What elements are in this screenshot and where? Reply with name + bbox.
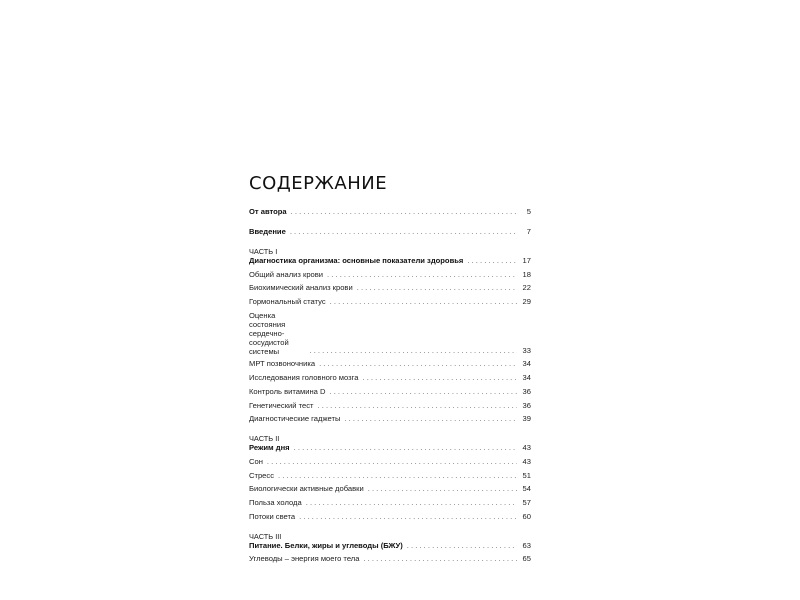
dot-leader xyxy=(330,297,517,307)
toc-entry-label: Потоки света xyxy=(249,511,296,521)
dot-leader xyxy=(327,270,517,280)
dot-leader xyxy=(319,359,517,369)
toc-entry-page: 54 xyxy=(522,484,531,494)
toc-entry[interactable] xyxy=(249,270,531,280)
toc-entry-page: 51 xyxy=(522,470,531,480)
toc-entry[interactable] xyxy=(249,387,531,397)
toc-entry-part-heading[interactable] xyxy=(249,443,531,453)
dot-leader xyxy=(407,541,517,551)
toc-entry-part-heading[interactable] xyxy=(249,541,531,551)
toc-entry-label: МРТ позвоночника xyxy=(249,359,316,369)
toc-entry[interactable] xyxy=(249,471,531,481)
part-3-block xyxy=(249,532,531,565)
dot-leader xyxy=(306,498,517,508)
toc-entry-label: Гормональный статус xyxy=(249,297,326,307)
toc-entry-page: 57 xyxy=(522,497,531,507)
dot-leader xyxy=(294,443,517,453)
part-label: ЧАСТЬ III xyxy=(249,531,282,541)
toc-entry-label: Биохимический анализ крови xyxy=(249,283,353,293)
toc-entry-label: Введение xyxy=(249,227,286,236)
dot-leader xyxy=(357,283,517,293)
dot-leader xyxy=(467,256,517,266)
toc-entry-page: 60 xyxy=(522,511,531,521)
toc-entry-label: Генетический тест xyxy=(249,400,314,410)
toc-entry-page: 43 xyxy=(522,443,531,453)
toc-entry-page: 65 xyxy=(522,554,531,564)
dot-leader xyxy=(318,401,518,411)
toc-entry-label-line2: сердечно-сосудистой системы xyxy=(249,328,289,356)
part-label: ЧАСТЬ II xyxy=(249,434,280,444)
dot-leader xyxy=(362,373,517,383)
part-label: ЧАСТЬ I xyxy=(249,247,278,256)
toc-entry-label: Диагностика организма: основные показатели здоровья xyxy=(249,256,464,265)
toc-entry[interactable] xyxy=(249,297,531,307)
toc-entry-label: Диагностические гаджеты xyxy=(249,414,341,424)
toc-entry[interactable] xyxy=(249,359,531,369)
toc-entry-page: 29 xyxy=(522,297,531,307)
toc-entry-label: Общий анализ крови xyxy=(249,269,324,279)
toc-entry-page: 39 xyxy=(522,414,531,424)
toc-entry-page: 34 xyxy=(522,359,531,369)
toc-entry-page: 63 xyxy=(522,540,531,550)
toc-entry-label: Углеводы – энергия моего тела xyxy=(249,554,360,564)
toc-entry-page: 5 xyxy=(526,207,531,216)
toc-entry[interactable] xyxy=(249,554,531,564)
toc-entry-page: 18 xyxy=(522,269,531,279)
toc-entry-page: 7 xyxy=(526,227,531,236)
toc-entry-label: Режим дня xyxy=(249,443,290,453)
dot-leader xyxy=(309,346,517,356)
dot-leader xyxy=(329,387,517,397)
toc-entry[interactable] xyxy=(249,401,531,411)
dot-leader xyxy=(291,207,517,217)
dot-leader xyxy=(267,457,517,467)
toc-entry[interactable] xyxy=(249,311,531,356)
dot-leader xyxy=(344,414,517,424)
part-2-block xyxy=(249,434,531,521)
dot-leader xyxy=(299,512,517,522)
toc-title: СОДЕРЖАНИЕ xyxy=(249,173,388,194)
toc-entry-page: 17 xyxy=(522,256,531,265)
toc-entry[interactable] xyxy=(249,414,531,424)
toc-entry-label: От автора xyxy=(249,207,287,216)
toc-entry-label: Исследования головного мозга xyxy=(249,373,359,383)
toc-entry-label: Питание. Белки, жиры и углеводы (БЖУ) xyxy=(249,540,403,550)
toc-entry[interactable] xyxy=(249,283,531,293)
dot-leader xyxy=(278,471,517,481)
toc-entry-part-heading[interactable] xyxy=(249,256,531,266)
table-of-contents xyxy=(249,174,531,568)
toc-entry[interactable] xyxy=(249,373,531,383)
toc-entry-page: 36 xyxy=(522,400,531,410)
dot-leader xyxy=(290,227,517,237)
toc-entry-page: 43 xyxy=(522,456,531,466)
toc-entry-page: 22 xyxy=(522,283,531,293)
dot-leader xyxy=(368,484,517,494)
toc-entry[interactable] xyxy=(249,498,531,508)
part-1-block xyxy=(249,247,531,424)
toc-entry-label: Стресс xyxy=(249,470,275,480)
toc-entry[interactable] xyxy=(249,512,531,522)
toc-entry-from-author[interactable] xyxy=(249,207,531,217)
toc-entry-label-line1: Оценка состояния xyxy=(249,310,286,329)
toc-entry-label: Контроль витамина D xyxy=(249,386,326,396)
toc-entry-page: 34 xyxy=(522,373,531,383)
toc-entry[interactable] xyxy=(249,484,531,494)
toc-entry-page: 33 xyxy=(522,345,531,355)
toc-entry-label xyxy=(249,311,305,356)
dot-leader xyxy=(363,554,517,564)
toc-entry-page: 36 xyxy=(522,386,531,396)
toc-entry-label: Польза холода xyxy=(249,497,302,507)
toc-entry-label: Биологически активные добавки xyxy=(249,484,364,494)
toc-entry-introduction[interactable] xyxy=(249,227,531,237)
toc-entry-label: Сон xyxy=(249,456,263,466)
toc-entry[interactable] xyxy=(249,457,531,467)
